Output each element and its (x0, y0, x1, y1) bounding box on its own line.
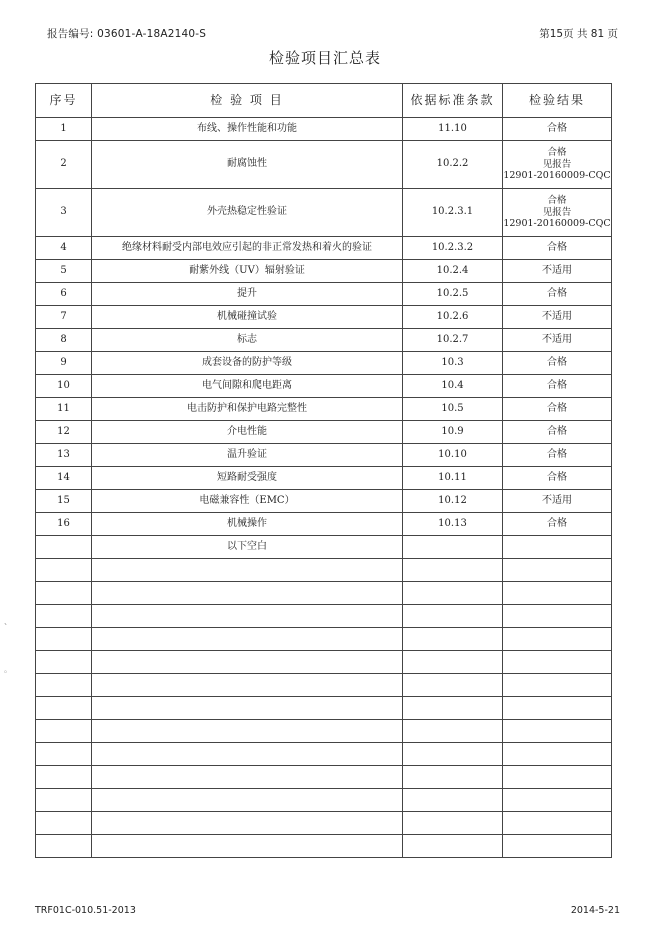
result-line: 12901-20160009-CQC (503, 170, 611, 182)
standard-clause: 10.4 (403, 375, 503, 398)
empty-cell (92, 697, 403, 720)
row-number: 14 (36, 467, 92, 490)
result-line: 合格 (547, 379, 567, 391)
result-line: 合格 (547, 194, 567, 206)
empty-cell (92, 812, 403, 835)
table-row (36, 306, 612, 329)
result-line: 合格 (547, 146, 567, 158)
empty-row (36, 743, 612, 766)
row-number: 16 (36, 513, 92, 536)
standard-clause: 10.10 (403, 444, 503, 467)
table-row (36, 444, 612, 467)
table-row (36, 118, 612, 141)
empty-cell (403, 651, 503, 674)
result-line: 合格 (547, 241, 567, 253)
empty-cell (92, 628, 403, 651)
empty-cell (403, 697, 503, 720)
empty-cell (36, 743, 92, 766)
inspection-item: 耐腐蚀性 (92, 141, 403, 189)
inspection-result (503, 398, 612, 421)
empty-cell (92, 766, 403, 789)
row-number: 12 (36, 421, 92, 444)
inspection-result (503, 237, 612, 260)
table-header-row (36, 84, 612, 118)
standard-clause: 10.2.6 (403, 306, 503, 329)
table-row (36, 189, 612, 237)
inspection-item: 电磁兼容性（EMC） (92, 490, 403, 513)
empty-cell (92, 674, 403, 697)
empty-cell (36, 789, 92, 812)
empty-cell (92, 605, 403, 628)
standard-clause: 10.12 (403, 490, 503, 513)
empty-cell (503, 835, 612, 858)
standard-clause: 10.13 (403, 513, 503, 536)
page-title: 检验项目汇总表 (268, 49, 381, 67)
empty-row (36, 628, 612, 651)
empty-cell (403, 743, 503, 766)
column-header-no: 序号 (36, 84, 92, 118)
margin-mark: 、 (4, 617, 12, 626)
inspection-item: 成套设备的防护等级 (92, 352, 403, 375)
inspection-item: 介电性能 (92, 421, 403, 444)
inspection-summary-table (35, 83, 612, 858)
empty-cell (36, 697, 92, 720)
empty-cell (503, 697, 612, 720)
inspection-result (503, 260, 612, 283)
standard-clause: 10.11 (403, 467, 503, 490)
inspection-result (503, 444, 612, 467)
row-number: 15 (36, 490, 92, 513)
empty-cell (503, 789, 612, 812)
empty-cell (403, 835, 503, 858)
standard-clause (403, 536, 503, 559)
standard-clause: 10.2.2 (403, 141, 503, 189)
column-header-result: 检验结果 (503, 84, 612, 118)
standard-clause: 10.3 (403, 352, 503, 375)
empty-row (36, 812, 612, 835)
result-line: 合格 (547, 122, 567, 134)
table-row (36, 283, 612, 306)
empty-cell (92, 720, 403, 743)
empty-cell (403, 605, 503, 628)
empty-cell (503, 605, 612, 628)
empty-row (36, 651, 612, 674)
empty-cell (36, 582, 92, 605)
result-line: 合格 (547, 471, 567, 483)
row-number: 3 (36, 189, 92, 237)
row-number: 11 (36, 398, 92, 421)
standard-clause: 10.5 (403, 398, 503, 421)
inspection-result (503, 490, 612, 513)
result-line: 合格 (547, 448, 567, 460)
empty-cell (503, 720, 612, 743)
inspection-result (503, 306, 612, 329)
inspection-result (503, 329, 612, 352)
inspection-item: 绝缘材料耐受内部电效应引起的非正常发热和着火的验证 (92, 237, 403, 260)
empty-cell (503, 628, 612, 651)
inspection-result (503, 513, 612, 536)
row-number: 13 (36, 444, 92, 467)
column-header-item: 检 验 项 目 (92, 84, 403, 118)
table-row (36, 421, 612, 444)
row-number: 1 (36, 118, 92, 141)
result-line: 合格 (547, 425, 567, 437)
standard-clause: 10.2.3.1 (403, 189, 503, 237)
inspection-item: 提升 (92, 283, 403, 306)
inspection-result (503, 189, 612, 237)
empty-cell (403, 766, 503, 789)
empty-row (36, 559, 612, 582)
empty-cell (36, 766, 92, 789)
inspection-result (503, 352, 612, 375)
empty-row (36, 766, 612, 789)
empty-cell (92, 789, 403, 812)
empty-row (36, 720, 612, 743)
inspection-item: 电击防护和保护电路完整性 (92, 398, 403, 421)
table-row (36, 398, 612, 421)
empty-cell (92, 651, 403, 674)
empty-cell (36, 835, 92, 858)
empty-cell (403, 720, 503, 743)
standard-clause: 10.2.5 (403, 283, 503, 306)
inspection-result (503, 536, 612, 559)
empty-cell (403, 559, 503, 582)
empty-row (36, 835, 612, 858)
footer-date: 2014-5-21 (570, 905, 620, 916)
inspection-item: 机械碰撞试验 (92, 306, 403, 329)
empty-cell (503, 766, 612, 789)
empty-row (36, 605, 612, 628)
table-row (36, 237, 612, 260)
row-number (36, 536, 92, 559)
inspection-result (503, 467, 612, 490)
table-row (36, 260, 612, 283)
inspection-item: 外壳热稳定性验证 (92, 189, 403, 237)
row-number: 2 (36, 141, 92, 189)
result-line: 不适用 (542, 264, 572, 276)
form-number: TRF01C-010.51-2013 (35, 905, 136, 916)
result-line: 合格 (547, 517, 567, 529)
inspection-item: 以下空白 (92, 536, 403, 559)
result-line: 12901-20160009-CQC (503, 218, 611, 230)
row-number: 7 (36, 306, 92, 329)
standard-clause: 10.2.3.2 (403, 237, 503, 260)
table-row (36, 352, 612, 375)
result-line: 合格 (547, 287, 567, 299)
empty-cell (503, 559, 612, 582)
inspection-item: 机械操作 (92, 513, 403, 536)
empty-cell (36, 674, 92, 697)
table-row (36, 375, 612, 398)
row-number: 10 (36, 375, 92, 398)
row-number: 4 (36, 237, 92, 260)
empty-cell (503, 743, 612, 766)
result-line: 见报告 (542, 206, 572, 218)
row-number: 9 (36, 352, 92, 375)
inspection-result (503, 375, 612, 398)
empty-cell (36, 628, 92, 651)
report-number: 报告编号: 03601-A-18A2140-S (47, 28, 207, 40)
table-row (36, 513, 612, 536)
table-row (36, 536, 612, 559)
standard-clause: 10.2.7 (403, 329, 503, 352)
inspection-item: 温升验证 (92, 444, 403, 467)
empty-cell (92, 835, 403, 858)
empty-cell (36, 651, 92, 674)
table-row (36, 467, 612, 490)
inspection-result (503, 421, 612, 444)
result-line: 不适用 (542, 333, 572, 345)
empty-cell (503, 812, 612, 835)
empty-cell (92, 582, 403, 605)
inspection-item: 短路耐受强度 (92, 467, 403, 490)
standard-clause: 10.9 (403, 421, 503, 444)
row-number: 6 (36, 283, 92, 306)
margin-mark: 。 (4, 665, 12, 674)
empty-cell (36, 559, 92, 582)
empty-cell (403, 674, 503, 697)
empty-cell (36, 812, 92, 835)
result-line: 不适用 (542, 310, 572, 322)
inspection-result (503, 283, 612, 306)
standard-clause: 11.10 (403, 118, 503, 141)
result-line: 见报告 (542, 158, 572, 170)
row-number: 8 (36, 329, 92, 352)
page-info: 第15页 共 81 页 (539, 28, 618, 40)
inspection-item: 标志 (92, 329, 403, 352)
table-row (36, 490, 612, 513)
empty-cell (36, 720, 92, 743)
row-number: 5 (36, 260, 92, 283)
empty-row (36, 674, 612, 697)
inspection-result (503, 141, 612, 189)
empty-cell (36, 605, 92, 628)
inspection-item: 耐紫外线（UV）辐射验证 (92, 260, 403, 283)
empty-cell (503, 582, 612, 605)
inspection-result (503, 118, 612, 141)
empty-cell (92, 559, 403, 582)
empty-cell (403, 789, 503, 812)
result-line: 合格 (547, 356, 567, 368)
result-line: 不适用 (542, 494, 572, 506)
empty-row (36, 697, 612, 720)
empty-cell (503, 674, 612, 697)
empty-row (36, 789, 612, 812)
empty-cell (403, 812, 503, 835)
table-row (36, 329, 612, 352)
result-line: 合格 (547, 402, 567, 414)
empty-row (36, 582, 612, 605)
inspection-item: 电气间隙和爬电距离 (92, 375, 403, 398)
standard-clause: 10.2.4 (403, 260, 503, 283)
column-header-clause: 依据标准条款 (403, 84, 503, 118)
empty-cell (503, 651, 612, 674)
table-row (36, 141, 612, 189)
inspection-item: 布线、操作性能和功能 (92, 118, 403, 141)
empty-cell (92, 743, 403, 766)
empty-cell (403, 628, 503, 651)
empty-cell (403, 582, 503, 605)
